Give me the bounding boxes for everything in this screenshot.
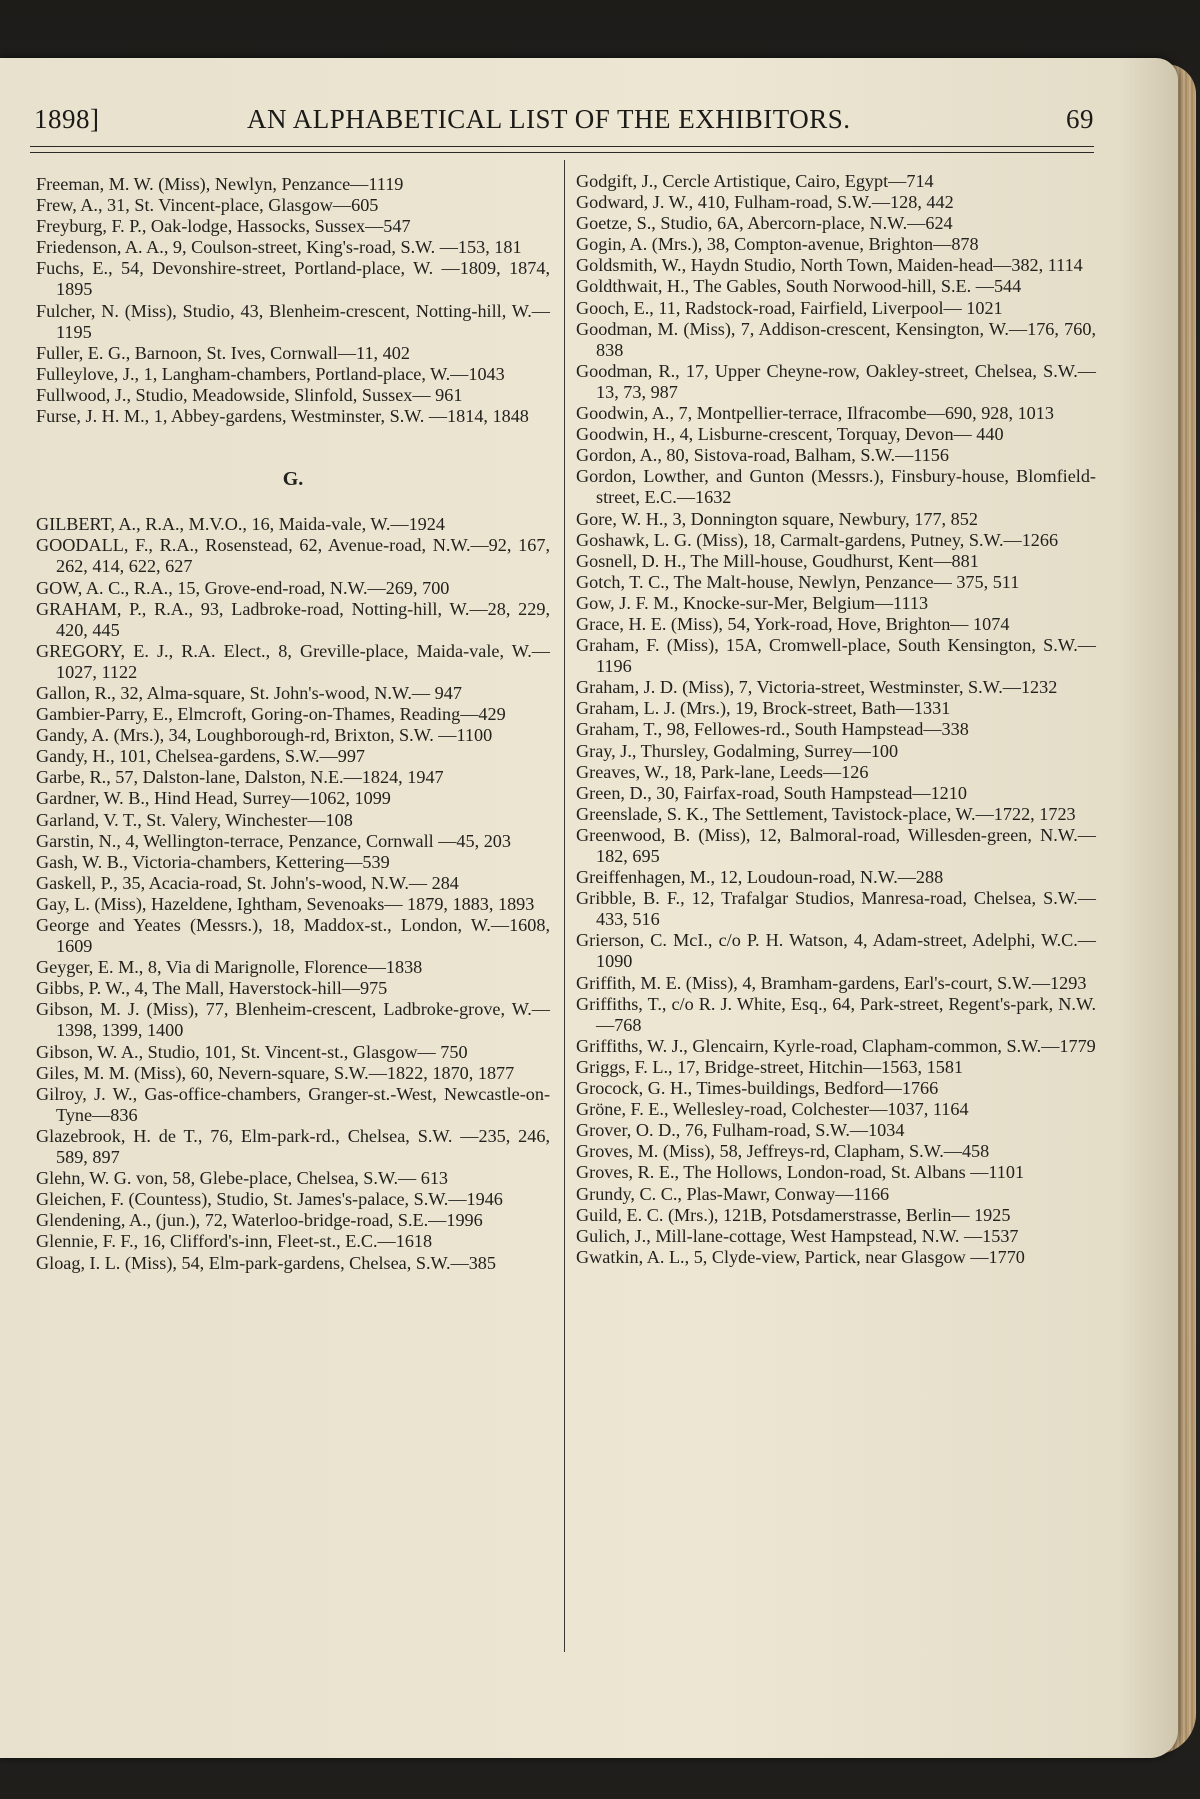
exhibitor-entry: Gallon, R., 32, Alma-square, St. John's-wood, N.W.— 947 [36, 682, 462, 703]
exhibitor-entry: Gandy, H., 101, Chelsea-gardens, S.W.—997 [36, 746, 366, 767]
exhibitor-entry: Greenslade, S. K., The Settlement, Tavistock-place, W.—1722, 1723 [576, 803, 1076, 824]
exhibitor-entry: Goetze, S., Studio, 6A, Abercorn-place, N.W.—624 [576, 213, 953, 234]
exhibitor-entry: Grierson, C. McI., c/o P. H. Watson, 4, Adam-street, Adelphi, W.C.—1090 [576, 930, 1096, 972]
exhibitor-entry: Gray, J., Thursley, Godalming, Surrey—100 [576, 740, 899, 761]
header-year: 1898] [34, 104, 100, 134]
exhibitor-entry: Gaskell, P., 35, Acacia-road, St. John's-wood, N.W.— 284 [36, 872, 459, 893]
exhibitor-entry: Groves, M. (Miss), 58, Jeffreys-rd, Clapham, S.W.—458 [576, 1141, 990, 1162]
exhibitor-entry: Gardner, W. B., Hind Head, Surrey—1062, 1099 [36, 788, 391, 809]
exhibitor-entry: Goodman, R., 17, Upper Cheyne-row, Oakley-street, Chelsea, S.W.—13, 73, 987 [576, 360, 1096, 402]
exhibitor-entry: Griffiths, W. J., Glencairn, Kyrle-road, Clapham-common, S.W.—1779 [576, 1035, 1096, 1056]
exhibitor-entry: Guild, E. C. (Mrs.), 121B, Potsdamerstrasse, Berlin— 1925 [576, 1204, 1011, 1225]
exhibitor-entry: Grocock, G. H., Times-buildings, Bedford—1766 [576, 1078, 939, 1099]
exhibitor-entry: Griggs, F. L., 17, Bridge-street, Hitchin—1563, 1581 [576, 1056, 964, 1077]
exhibitor-entry: Giles, M. M. (Miss), 60, Nevern-square, S.W.—1822, 1870, 1877 [36, 1062, 515, 1083]
exhibitor-entry: Friedenson, A. A., 9, Coulson-street, King's-road, S.W. —153, 181 [36, 237, 522, 258]
header-title: AN ALPHABETICAL LIST OF THE EXHIBITORS. [247, 104, 851, 134]
exhibitor-entry: Glennie, F. F., 16, Clifford's-inn, Fleet-st., E.C.—1618 [36, 1231, 433, 1252]
exhibitor-entry: Graham, T., 98, Fellowes-rd., South Hampstead—338 [576, 719, 969, 740]
exhibitor-entry: GILBERT, A., R.A., M.V.O., 16, Maida-vale, W.—1924 [36, 514, 445, 535]
exhibitor-entry: Gambier-Parry, E., Elmcroft, Goring-on-Thames, Reading—429 [36, 704, 506, 725]
exhibitor-entry: Gandy, A. (Mrs.), 34, Loughborough-rd, Brixton, S.W. —1100 [36, 725, 493, 746]
entry-list [576, 171, 1096, 1268]
exhibitor-entry: Goodman, M. (Miss), 7, Addison-crescent, Kensington, W.—176, 760, 838 [576, 318, 1096, 360]
left-column [36, 174, 550, 1274]
exhibitor-entry: Goshawk, L. G. (Miss), 18, Carmalt-gardens, Putney, S.W.—1266 [576, 529, 1059, 550]
exhibitor-entry: Fulleylove, J., 1, Langham-chambers, Portland-place, W.—1043 [36, 363, 505, 384]
exhibitor-entry: Goodwin, H., 4, Lisburne-crescent, Torquay, Devon— 440 [576, 424, 1004, 445]
exhibitor-entry: Gleichen, F. (Countess), Studio, St. James's-palace, S.W.—1946 [36, 1189, 503, 1210]
exhibitor-entry: Green, D., 30, Fairfax-road, South Hampstead—1210 [576, 782, 967, 803]
exhibitor-entry: GOODALL, F., R.A., Rosenstead, 62, Avenue-road, N.W.—92, 167, 262, 414, 622, 627 [36, 535, 550, 577]
exhibitor-entry: Gow, J. F. M., Knocke-sur-Mer, Belgium—1113 [576, 592, 929, 613]
exhibitor-entry: Glehn, W. G. von, 58, Glebe-place, Chelsea, S.W.— 613 [36, 1168, 449, 1189]
exhibitor-entry: Garstin, N., 4, Wellington-terrace, Penzance, Cornwall —45, 203 [36, 830, 511, 851]
exhibitor-entry: GOW, A. C., R.A., 15, Grove-end-road, N.W.—269, 700 [36, 577, 450, 598]
exhibitor-entry: Geyger, E. M., 8, Via di Marignolle, Florence—1838 [36, 957, 423, 978]
exhibitor-entry: Grace, H. E. (Miss), 54, York-road, Hove, Brighton— 1074 [576, 613, 1010, 634]
exhibitor-entry: Godgift, J., Cercle Artistique, Cairo, Egypt—714 [576, 171, 934, 191]
exhibitor-entry: Gooch, E., 11, Radstock-road, Fairfield, Liverpool— 1021 [576, 297, 1003, 318]
column-divider [564, 160, 565, 1652]
entry-list [36, 514, 550, 1273]
page-number: 69 [1066, 104, 1094, 134]
exhibitor-entry: Glazebrook, H. de T., 76, Elm-park-rd., Chelsea, S.W. —235, 246, 589, 897 [36, 1125, 550, 1168]
exhibitor-entry: Gotch, T. C., The Malt-house, Newlyn, Penzance— 375, 511 [576, 571, 1020, 592]
exhibitor-entry: Glendening, A., (jun.), 72, Waterloo-bridge-road, S.E.—1996 [36, 1210, 483, 1231]
exhibitor-entry: Fulcher, N. (Miss), Studio, 43, Blenheim-crescent, Notting-hill, W.—1195 [36, 300, 550, 342]
exhibitor-entry: Gore, W. H., 3, Donnington square, Newbury, 177, 852 [576, 508, 978, 529]
exhibitor-entry: Gibson, W. A., Studio, 101, St. Vincent-st., Glasgow— 750 [36, 1041, 468, 1062]
exhibitor-entry: Groves, R. E., The Hollows, London-road, St. Albans —1101 [576, 1162, 1025, 1183]
exhibitor-entry: Godward, J. W., 410, Fulham-road, S.W.—128, 442 [576, 192, 954, 213]
exhibitor-entry: Furse, J. H. M., 1, Abbey-gardens, Westminster, S.W. —1814, 1848 [36, 406, 529, 427]
exhibitor-entry: Freyburg, F. P., Oak-lodge, Hassocks, Sussex—547 [36, 216, 411, 237]
exhibitor-entry: Goldthwait, H., The Gables, South Norwood-hill, S.E. —544 [576, 276, 1022, 297]
exhibitor-entry: Gilroy, J. W., Gas-office-chambers, Granger-st.-West, Newcastle-on-Tyne—836 [36, 1083, 550, 1125]
exhibitor-entry: Gogin, A. (Mrs.), 38, Compton-avenue, Brighton—878 [576, 234, 979, 255]
exhibitor-entry: Graham, J. D. (Miss), 7, Victoria-street, Westminster, S.W.—1232 [576, 677, 1058, 698]
exhibitor-entry: Garbe, R., 57, Dalston-lane, Dalston, N.E.—1824, 1947 [36, 767, 444, 788]
exhibitor-entry: Grundy, C. C., Plas-Mawr, Conway—1166 [576, 1183, 890, 1204]
exhibitor-entry: George and Yeates (Messrs.), 18, Maddox-st., London, W.—1608, 1609 [36, 915, 550, 957]
exhibitor-entry: Goldsmith, W., Haydn Studio, North Town, Maiden-head—382, 1114 [576, 255, 1083, 276]
header-rule [30, 152, 1094, 153]
exhibitor-entry: Gibson, M. J. (Miss), 77, Blenheim-crescent, Ladbroke-grove, W.—1398, 1399, 1400 [36, 999, 550, 1041]
exhibitor-entry: Garland, V. T., St. Valery, Winchester—108 [36, 809, 353, 830]
exhibitor-entry: Gribble, B. F., 12, Trafalgar Studios, Manresa-road, Chelsea, S.W.—433, 516 [576, 888, 1096, 930]
exhibitor-entry: Goodwin, A., 7, Montpellier-terrace, Ilfracombe—690, 928, 1013 [576, 403, 1054, 424]
exhibitor-entry: Gay, L. (Miss), Hazeldene, Ightham, Sevenoaks— 1879, 1883, 1893 [36, 893, 535, 914]
exhibitor-entry: Fuller, E. G., Barnoon, St. Ives, Cornwall—11, 402 [36, 342, 410, 363]
header-rule [30, 146, 1094, 147]
exhibitor-entry: Graham, L. J. (Mrs.), 19, Brock-street, Bath—1331 [576, 698, 951, 719]
exhibitor-entry: Frew, A., 31, St. Vincent-place, Glasgow—605 [36, 195, 379, 216]
section-letter: G. [282, 468, 304, 491]
exhibitor-entry: Greiffenhagen, M., 12, Loudoun-road, N.W.—288 [576, 867, 944, 888]
exhibitor-entry: Gordon, A., 80, Sistova-road, Balham, S.W.—1156 [576, 445, 949, 466]
right-column [576, 171, 1096, 1268]
exhibitor-entry: Fuchs, E., 54, Devonshire-street, Portland-place, W. —1809, 1874, 1895 [36, 258, 550, 300]
running-head [34, 100, 1094, 144]
entry-list [36, 174, 550, 427]
exhibitor-entry: Gröne, F. E., Wellesley-road, Colchester—1037, 1164 [576, 1099, 969, 1120]
exhibitor-entry: Greaves, W., 18, Park-lane, Leeds—126 [576, 761, 869, 782]
exhibitor-entry: Griffiths, T., c/o R. J. White, Esq., 64, Park-street, Regent's-park, N.W.—768 [576, 993, 1096, 1035]
exhibitor-entry: Gulich, J., Mill-lane-cottage, West Hampstead, N.W. —1537 [576, 1225, 1019, 1246]
exhibitor-entry: Greenwood, B. (Miss), 12, Balmoral-road, Willesden-green, N.W.—182, 695 [576, 824, 1096, 866]
exhibitor-entry: GRAHAM, P., R.A., 93, Ladbroke-road, Notting-hill, W.—28, 229, 420, 445 [36, 598, 550, 640]
exhibitor-entry: Gloag, I. L. (Miss), 54, Elm-park-gardens, Chelsea, S.W.—385 [36, 1252, 496, 1273]
exhibitor-entry: GREGORY, E. J., R.A. Elect., 8, Greville-place, Maida-vale, W.—1027, 1122 [36, 640, 550, 682]
exhibitor-entry: Gwatkin, A. L., 5, Clyde-view, Partick, near Glasgow —1770 [576, 1246, 1025, 1267]
exhibitor-entry: Gordon, Lowther, and Gunton (Messrs.), Finsbury-house, Blomfield-street, E.C.—1632 [576, 466, 1096, 508]
exhibitor-entry: Gosnell, D. H., The Mill-house, Goudhurst, Kent—881 [576, 550, 979, 571]
exhibitor-entry: Grover, O. D., 76, Fulham-road, S.W.—1034 [576, 1120, 905, 1141]
exhibitor-entry: Graham, F. (Miss), 15A, Cromwell-place, South Kensington, S.W.—1196 [576, 635, 1096, 677]
exhibitor-entry: Freeman, M. W. (Miss), Newlyn, Penzance—1119 [36, 174, 404, 194]
exhibitor-entry: Griffith, M. E. (Miss), 4, Bramham-gardens, Earl's-court, S.W.—1293 [576, 972, 1087, 993]
exhibitor-entry: Fullwood, J., Studio, Meadowside, Slinfold, Sussex— 961 [36, 384, 463, 405]
exhibitor-entry: Gash, W. B., Victoria-chambers, Kettering—539 [36, 851, 390, 872]
exhibitor-entry: Gibbs, P. W., 4, The Mall, Haverstock-hill—975 [36, 978, 388, 999]
